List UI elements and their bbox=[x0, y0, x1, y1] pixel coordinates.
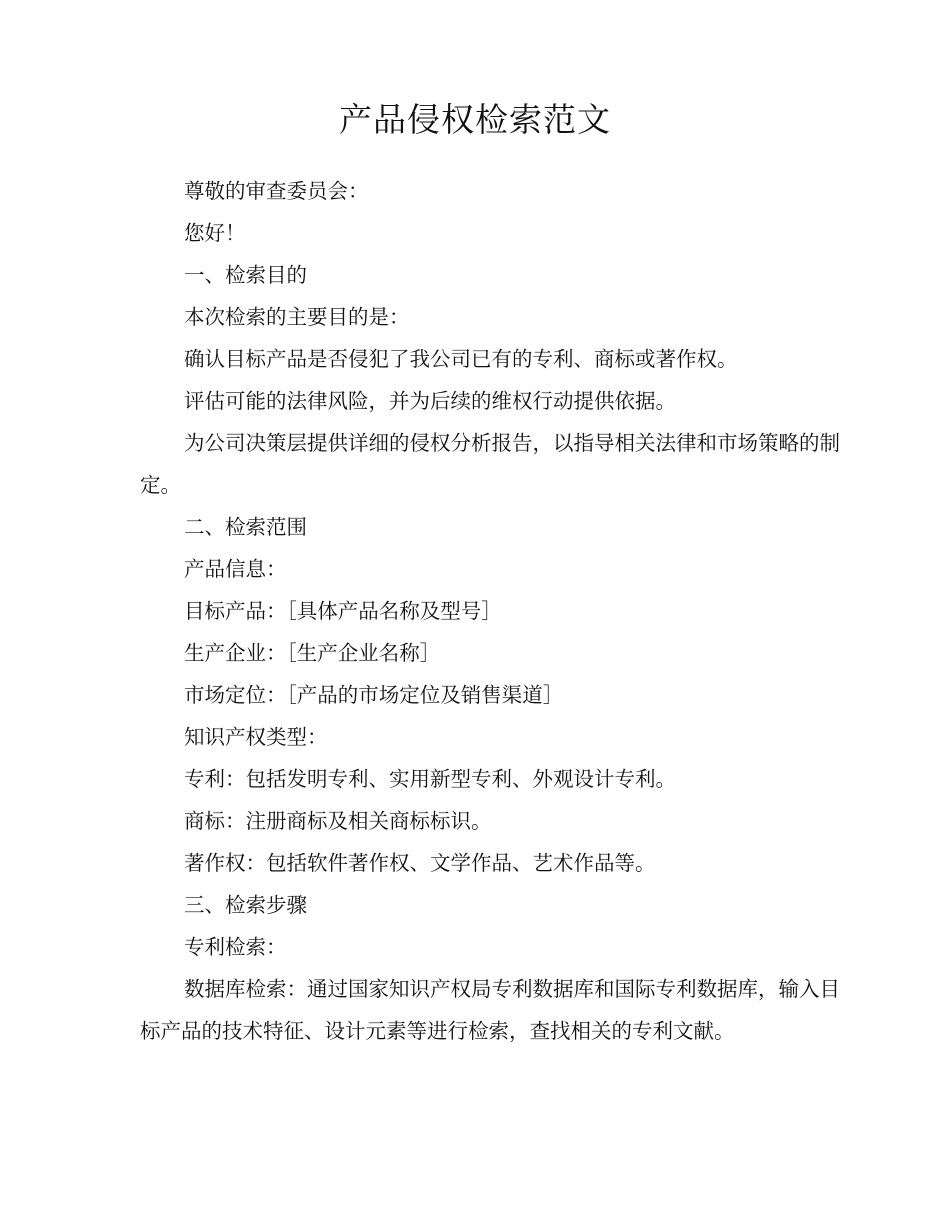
document-body bbox=[140, 170, 840, 1052]
section-heading-steps: 三、检索步骤 bbox=[184, 893, 307, 917]
paragraph: 专利：包括发明专利、实用新型专利、外观设计专利。 bbox=[184, 767, 676, 791]
paragraph: 目标产品：［具体产品名称及型号］ bbox=[184, 599, 502, 623]
paragraph: 商标：注册商标及相关商标标识。 bbox=[184, 809, 492, 833]
salutation: 尊敬的审查委员会： bbox=[184, 179, 369, 203]
paragraph: 知识产权类型： bbox=[184, 725, 328, 749]
paragraph: 数据库检索：通过国家知识产权局专利数据库和国际专利数据库，输入目标产品的技术特征、设计元素等进行检索，查找相关的专利文献。 bbox=[140, 977, 840, 1043]
paragraph: 著作权：包括软件著作权、文学作品、艺术作品等。 bbox=[184, 851, 656, 875]
section-heading-scope: 二、检索范围 bbox=[184, 515, 307, 539]
paragraph: 生产企业：［生产企业名称］ bbox=[184, 641, 441, 665]
paragraph: 产品信息： bbox=[184, 557, 287, 581]
paragraph: 专利检索： bbox=[184, 935, 287, 959]
section-heading-purpose: 一、检索目的 bbox=[184, 263, 307, 287]
paragraph: 为公司决策层提供详细的侵权分析报告，以指导相关法律和市场策略的制定。 bbox=[140, 431, 840, 497]
greeting: 您好！ bbox=[184, 221, 246, 245]
document-title: 产品侵权检索范文 bbox=[339, 100, 611, 139]
paragraph: 市场定位：［产品的市场定位及销售渠道］ bbox=[184, 683, 564, 707]
paragraph: 确认目标产品是否侵犯了我公司已有的专利、商标或著作权。 bbox=[184, 347, 738, 371]
paragraph: 评估可能的法律风险，并为后续的维权行动提供依据。 bbox=[184, 389, 676, 413]
paragraph: 本次检索的主要目的是： bbox=[184, 305, 410, 329]
